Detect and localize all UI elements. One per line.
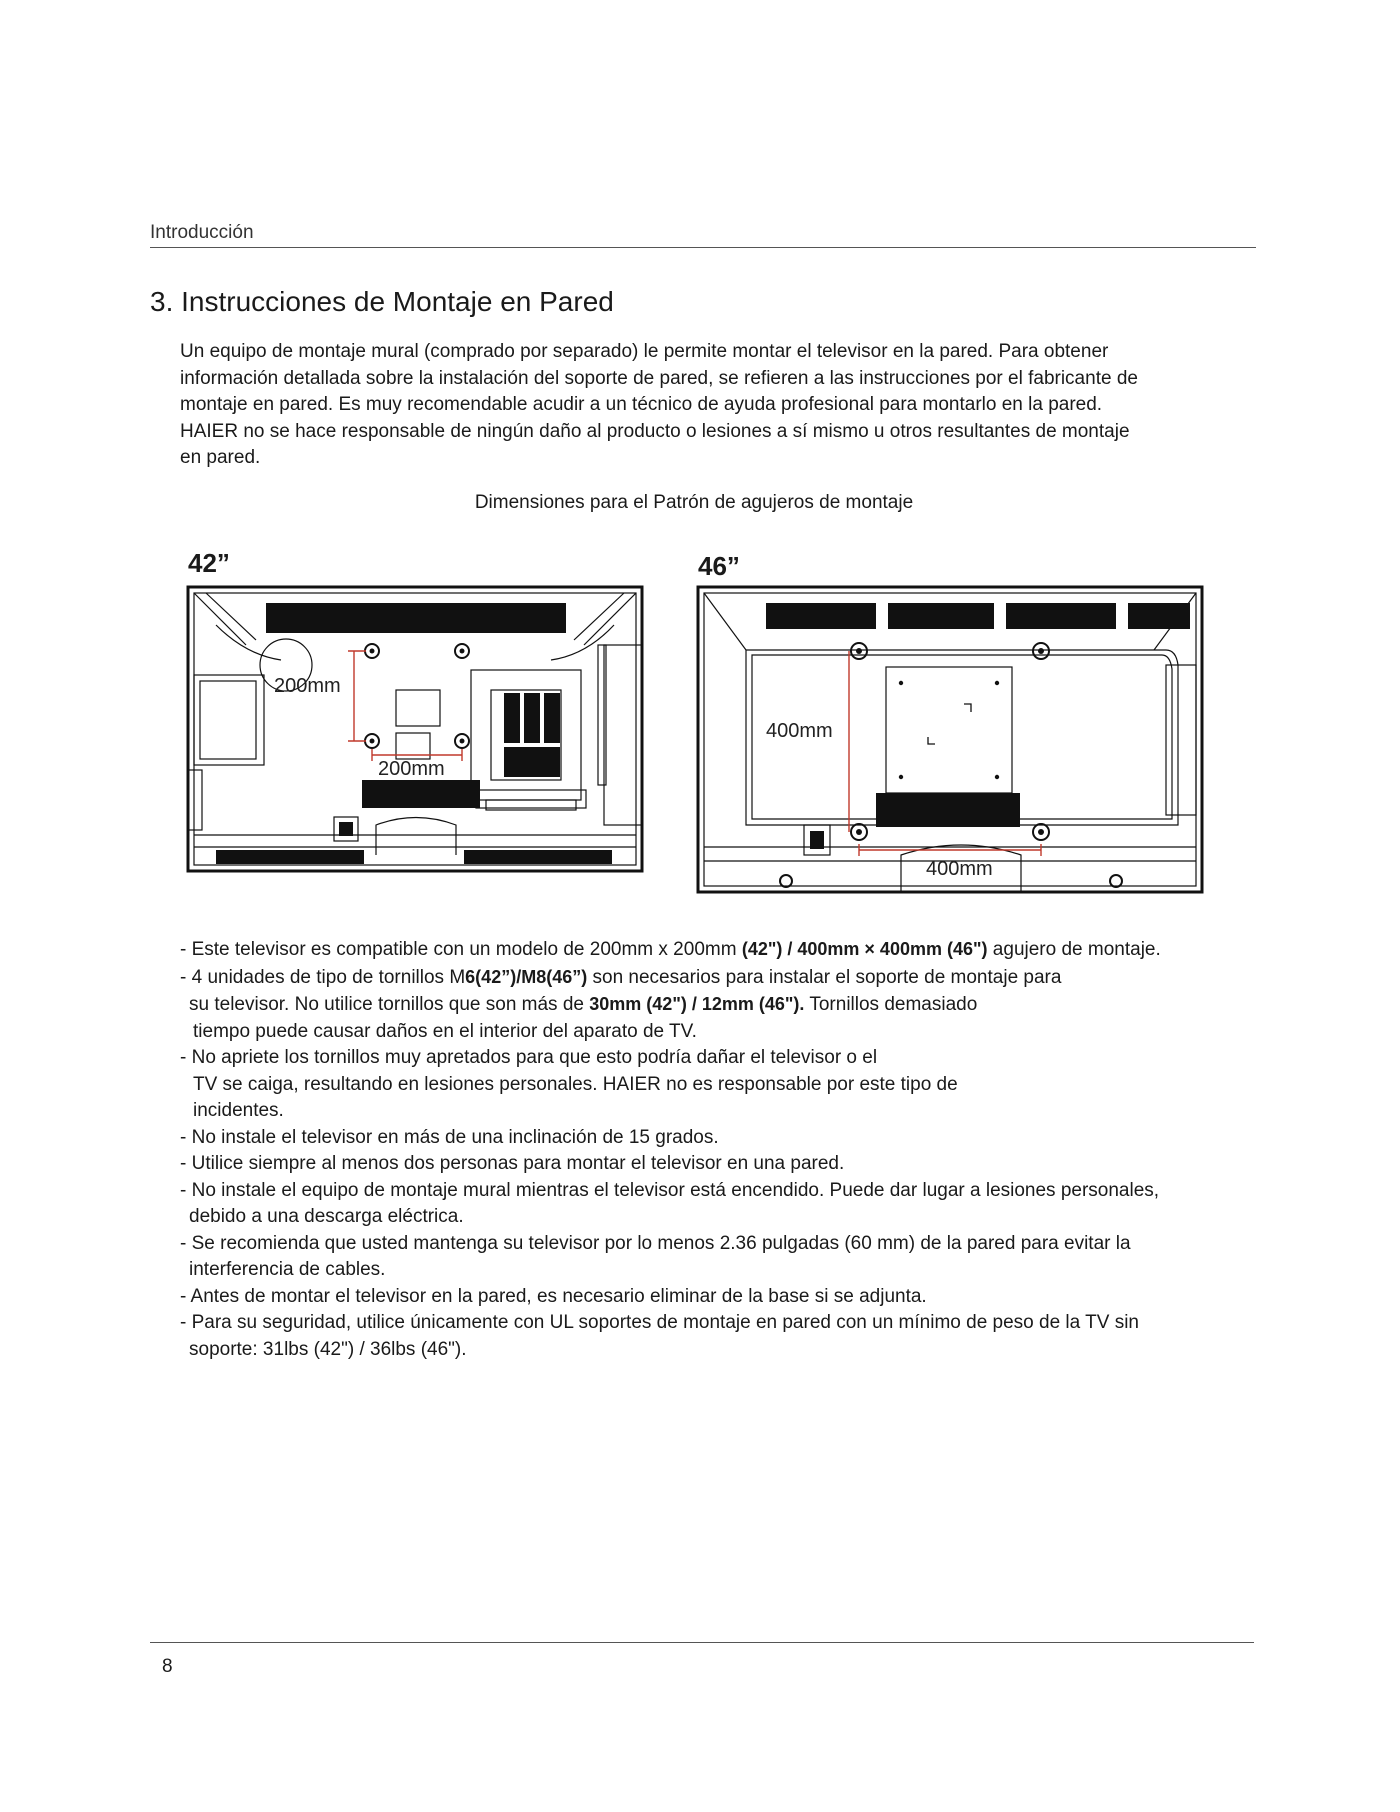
list-item-continuation: debido a una descarga eléctrica. bbox=[189, 1206, 464, 1227]
list-item-continuation: interferencia de cables. bbox=[189, 1259, 386, 1280]
header-rule bbox=[150, 247, 1256, 248]
label-42: 42” bbox=[188, 548, 230, 578]
list-item: - No apriete los tornillos muy apretados para que esto podría dañar el televisor o el bbox=[180, 1047, 878, 1068]
list-item: - 4 unidades de tipo de tornillos M6(42”)/M8(46”) son necesarios para instalar el soporte de montaje para bbox=[180, 966, 1062, 988]
list-item: - No instale el televisor en más de una inclinación de 15 grados. bbox=[180, 1126, 719, 1148]
footer-rule bbox=[150, 1642, 1254, 1643]
intro-line: información detallada sobre la instalación del soporte de pared, se refieren a las instrucciones por el fabricante de bbox=[180, 367, 1138, 389]
section-title: 3. Instrucciones de Montaje en Pared bbox=[150, 286, 614, 317]
running-header: Introducción bbox=[150, 222, 254, 243]
list-item-continuation: tiempo puede causar daños en el interior del aparato de TV. bbox=[193, 1020, 697, 1042]
intro-line: Un equipo de montaje mural (comprado por separado) le permite montar el televisor en la pared. Para obtener bbox=[180, 341, 1109, 362]
list-item: - No instale el equipo de montaje mural mientras el televisor está encendido. Puede dar lugar a lesiones personales, bbox=[180, 1179, 1160, 1201]
list-item: - Antes de montar el televisor en la pared, es necesario eliminar de la base si se adjunta. bbox=[180, 1285, 927, 1307]
dim-46-vertical: 400mm bbox=[766, 720, 833, 742]
list-item-continuation: incidentes. bbox=[193, 1100, 284, 1121]
intro-line: HAIER no se hace responsable de ningún daño al producto o lesiones a sí mismo u otros resultantes de montaje bbox=[180, 420, 1130, 442]
dim-42-horizontal: 200mm bbox=[378, 758, 445, 780]
dim-46-horizontal: 400mm bbox=[926, 858, 993, 880]
intro-line: en pared. bbox=[180, 447, 261, 468]
safety-bullets bbox=[180, 936, 1240, 1363]
label-46: 46” bbox=[698, 551, 740, 581]
list-item: - Utilice siempre al menos dos personas para montar el televisor en una pared. bbox=[180, 1153, 845, 1174]
page-number: 8 bbox=[162, 1656, 173, 1677]
list-item: - Para su seguridad, utilice únicamente con UL soportes de montaje en pared con un mínimo de peso de la TV sin bbox=[180, 1312, 1139, 1333]
intro-paragraph bbox=[180, 339, 1220, 472]
list-item: - Este televisor es compatible con un modelo de 200mm x 200mm (42") / 400mm × 400mm (46") agujero de montaje. bbox=[180, 939, 1161, 960]
list-item: - Se recomienda que usted mantenga su televisor por lo menos 2.36 pulgadas (60 mm) de la pared para evitar la bbox=[180, 1232, 1131, 1254]
list-item-continuation: su televisor. No utilice tornillos que son más de 30mm (42") / 12mm (46"). Tornillos demasiado bbox=[189, 994, 978, 1015]
figure-caption-text: Dimensiones para el Patrón de agujeros de montaje bbox=[474, 492, 914, 513]
list-item-continuation: soporte: 31lbs (42") / 36lbs (46"). bbox=[189, 1338, 467, 1360]
figure-caption bbox=[0, 492, 1400, 514]
tv-46-back-diagram bbox=[696, 585, 1206, 895]
intro-line: montaje en pared. Es muy recomendable acudir a un técnico de ayuda profesional para montarlo en la pared. bbox=[180, 394, 1103, 415]
dim-42-vertical: 200mm bbox=[274, 675, 341, 697]
tv-42-back-diagram bbox=[186, 585, 646, 875]
list-item-continuation: TV se caiga, resultando en lesiones personales. HAIER no es responsable por este tipo de bbox=[193, 1073, 958, 1095]
